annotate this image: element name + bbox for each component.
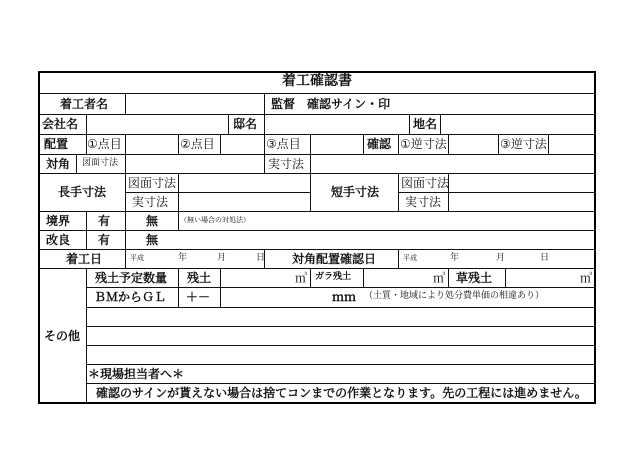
- row-line: [38, 268, 596, 269]
- company-name-label: 会社名: [42, 117, 79, 131]
- col-line: [125, 249, 126, 268]
- col-line: [178, 287, 179, 307]
- diag-month: 月: [496, 253, 506, 263]
- debris-soil-label: ガラ残土: [315, 272, 352, 282]
- supervisor-sign-label: 監督 確認サイン・印: [271, 97, 391, 111]
- col-line: [363, 268, 364, 287]
- row-line: [38, 211, 596, 212]
- plus-minus: ＋－: [186, 290, 211, 304]
- start-date-label: 着工日: [66, 252, 103, 266]
- col-line: [363, 134, 364, 154]
- row-line: [86, 326, 596, 327]
- improvement-absent[interactable]: 無: [146, 233, 159, 247]
- row-line: [38, 134, 596, 135]
- lot-name-label: 地名: [413, 117, 438, 131]
- reverse-dim-3-label: ③逆寸法: [500, 137, 547, 151]
- col-line: [448, 134, 449, 154]
- bm-to-gl-label: ＢＭからＧＬ: [94, 290, 167, 304]
- col-line: [440, 114, 441, 134]
- col-line: [310, 173, 311, 211]
- boundary-label: 境界: [46, 214, 71, 228]
- col-line: [228, 114, 229, 134]
- row-line: [38, 173, 596, 174]
- notice-title: ＊現場担当者へ＊: [88, 367, 185, 381]
- col-line: [264, 114, 265, 134]
- diagonal-layout-date-label: 対角配置確認日: [292, 252, 377, 266]
- row-line: [38, 93, 596, 94]
- row-line: [38, 249, 596, 250]
- col-line: [409, 114, 410, 134]
- soil-unit: ㎥: [295, 271, 308, 285]
- point-2-label: ②点目: [180, 137, 215, 151]
- long-actual-dim-label: 実寸法: [132, 195, 169, 209]
- col-line: [86, 114, 87, 134]
- col-line: [548, 134, 549, 154]
- long-side-dim-label: 長手寸法: [58, 185, 107, 199]
- boundary-present[interactable]: 有: [98, 214, 111, 228]
- starter-name-label: 着工者名: [60, 97, 109, 111]
- col-line: [178, 134, 179, 154]
- col-line: [178, 211, 179, 230]
- col-line: [398, 173, 399, 211]
- row-line: [86, 307, 596, 308]
- frame-left: [38, 71, 40, 404]
- col-line: [178, 268, 179, 287]
- col-line: [125, 134, 126, 154]
- grass-soil-label: 草残土: [456, 271, 493, 285]
- row-line: [86, 383, 596, 384]
- col-line: [178, 173, 179, 211]
- reverse-dim-1-label: ①逆寸法: [400, 137, 447, 151]
- col-line: [125, 93, 126, 114]
- col-line: [264, 134, 265, 154]
- start-year: 年: [178, 253, 188, 263]
- col-line: [76, 154, 77, 173]
- diag-era: 平成: [403, 254, 417, 262]
- col-line: [398, 249, 399, 268]
- short-drawing-dim-label: 図面寸法: [401, 176, 450, 190]
- row-line: [86, 345, 596, 346]
- col-line: [264, 93, 265, 114]
- none-handling-note: （無い場合の対処法）: [180, 216, 250, 224]
- confirm-label: 確認: [367, 137, 392, 151]
- col-line: [398, 134, 399, 154]
- row-line: [86, 287, 596, 288]
- col-line: [498, 134, 499, 154]
- col-line: [86, 211, 87, 249]
- row-line: [38, 230, 596, 231]
- point-1-label: ①点目: [87, 137, 122, 151]
- form-title: 着工確認書: [282, 73, 352, 89]
- layout-label: 配置: [44, 137, 69, 151]
- mm-unit: ｍｍ: [332, 290, 357, 304]
- improvement-label: 改良: [46, 233, 71, 247]
- debris-soil-unit: ㎥: [433, 271, 446, 285]
- start-era: 平成: [130, 254, 144, 262]
- col-line: [220, 134, 221, 154]
- frame-bottom: [38, 402, 596, 404]
- short-actual-dim-label: 実寸法: [405, 195, 442, 209]
- long-drawing-dim-label: 図面寸法: [128, 176, 177, 190]
- diag-day: 日: [540, 253, 550, 263]
- col-line: [220, 287, 221, 307]
- row-line: [125, 192, 310, 193]
- col-line: [448, 268, 449, 287]
- row-line: [38, 114, 596, 115]
- start-month: 月: [217, 253, 227, 263]
- col-line: [86, 268, 87, 402]
- notice-body: 確認のサインが貰えない場合は捨てコンまでの作業となります。先の工程には進めません。: [96, 386, 587, 400]
- improvement-present[interactable]: 有: [98, 233, 111, 247]
- diagonal-drawing-dim-label: 図面寸法: [82, 158, 119, 168]
- col-line: [125, 154, 126, 173]
- row-line: [398, 192, 596, 193]
- col-line: [125, 211, 126, 249]
- col-line: [310, 134, 311, 154]
- diagonal-label: 対角: [46, 157, 71, 171]
- residence-name-label: 邸名: [233, 117, 258, 131]
- col-line: [264, 154, 265, 173]
- point-3-label: ③点目: [266, 137, 301, 151]
- other-label: その他: [44, 329, 81, 343]
- row-line: [38, 154, 596, 155]
- col-line: [125, 173, 126, 211]
- col-line: [310, 154, 311, 173]
- remaining-soil-qty-label: 残土予定数量: [95, 271, 168, 285]
- diagonal-actual-dim-label: 実寸法: [268, 157, 305, 171]
- grass-soil-unit: ㎥: [580, 271, 593, 285]
- start-day: 日: [256, 253, 266, 263]
- short-side-dim-label: 短手寸法: [331, 185, 380, 199]
- frame-right: [594, 71, 596, 404]
- row-line: [86, 364, 596, 365]
- col-line: [505, 268, 506, 287]
- soil-label: 残土: [187, 271, 212, 285]
- col-line: [310, 268, 311, 287]
- soil-disposal-note: （土質・地域により処分費単価の相違あり）: [364, 291, 545, 301]
- diag-year: 年: [450, 253, 460, 263]
- col-line: [220, 268, 221, 287]
- boundary-absent[interactable]: 無: [146, 214, 159, 228]
